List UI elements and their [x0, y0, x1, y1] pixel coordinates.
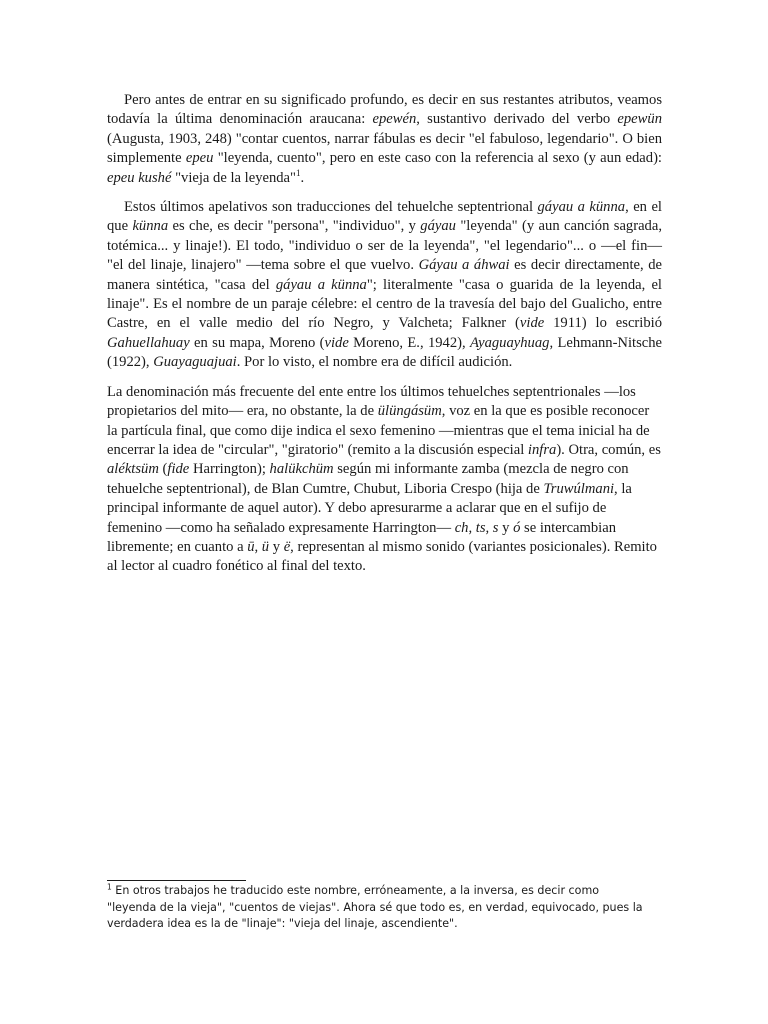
- footnote: [107, 883, 647, 933]
- paragraph-1: Pero antes de entrar en su significado profundo, es decir en sus restantes atributos, veamos todavía la última denominación araucana: epewén, sustantivo derivado del verbo epewün (Augusta, 1903, 248) "contar cuentos, narrar fábulas es decir "el fabuloso, legendario". O bien simplemente epeu "leyenda, cuento", pero en este caso con la referencia al sexo (y aun edad): epeu kushé "vieja de la leyenda"$^1$.: [107, 92, 662, 186]
- document-body: [107, 91, 662, 577]
- paragraph-2: Estos últimos apelativos son traducciones del tehuelche septentrional gáyau a künna, en el que künna es che, es decir "persona", "individuo", y gáyau "leyenda" (y aun canción sagrada, totémica... y linaje!). El todo, "individuo o ser de la leyenda", "el legendario"... o —el fin— "el del linaje, linajero" —tema sobre el que vuelvo. Gáyau a áhwai es decir directamente, de manera sintética, "casa del gáyau a künna"; literalmente "casa o guarida de la leyenda, el linaje". Es el nombre de un paraje célebre: el centro de la travesía del bajo del Gualicho, entre Castre, en el valle medio del río Negro, y Valcheta; Falkner (vide 1911) lo escribió Gahuellahuay en su mapa, Moreno (vide Moreno, E., 1942), Ayaguayhuag, Lehmann-Nitsche (1922), Guayaguajuai. Por lo visto, el nombre era de difícil audición.: [107, 199, 663, 371]
- footnote-text: En otros trabajos he traducido este nombre, erróneamente, a la inversa, es decir como "leyenda de la vieja", "cuentos de viejas". Ahora sé que todo es, en verdad, equivocado, pues la verdadera idea es la de "linaje": "vieja del linaje, ascendiente".: [107, 884, 643, 930]
- footnote-marker: 1: [107, 882, 112, 892]
- footnote-separator: [107, 880, 246, 881]
- footnote-reference[interactable]: 1: [296, 167, 301, 178]
- paragraph-3: La denominación más frecuente del ente entre los últimos tehuelches septentrionales —los propietarios del mito— era, no obstante, la de ülüngásüm, voz en la que es posible reconocer la partícula final, que como dije indica el sexo femenino —mientras que el tema inicial ha de encerrar la idea de "circular", "giratorio" (remito a la discusión especial infra). Otra, común, es aléktsüm (fide Harrington); halükchüm según mi informante zamba (mezcla de negro con tehuelche septentrional), de Blan Cumtre, Chubut, Liboria Crespo (hija de Truwúlmani, la principal informante de aquel autor). Y debo apresurarme a aclarar que en el sufijo de femenino —como ha señalado expresamente Harrington— ch, ts, s y ó se intercambian libremente; en cuanto a ū, ü y ë, representan al mismo sonido (variantes posicionales). Remito al lector al cuadro fonético al final del texto.: [107, 383, 661, 575]
